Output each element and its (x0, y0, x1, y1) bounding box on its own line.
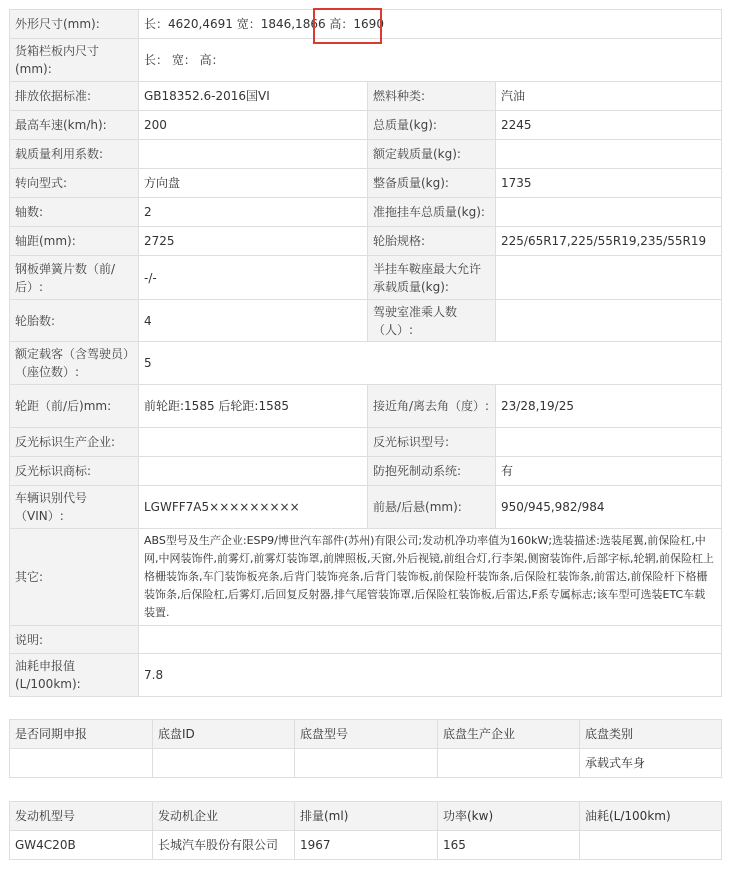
column-header: 底盘生产企业 (438, 720, 580, 749)
spec-value-dimensions: 长：4620,4691 宽：1846,1866 高：1690 (139, 10, 722, 39)
column-header: 油耗(L/100km) (580, 802, 722, 831)
spec-row-fuel (10, 654, 722, 697)
spec-row (10, 428, 722, 457)
spec-label: 总质量(kg): (368, 111, 496, 140)
spec-label: 前悬/后悬(mm): (368, 486, 496, 529)
spec-value (496, 140, 722, 169)
spec-label: 货箱栏板内尺寸(mm): (10, 39, 139, 82)
column-header: 是否同期申报 (10, 720, 153, 749)
spec-label: 防抱死制动系统: (368, 457, 496, 486)
spec-row (10, 300, 722, 342)
spec-value: 4 (139, 300, 368, 342)
spec-value (139, 428, 368, 457)
spec-label: 其它: (10, 529, 139, 626)
column-header: 发动机企业 (153, 802, 295, 831)
table-cell (10, 749, 153, 778)
chassis-table (9, 719, 722, 778)
spec-value: 前轮距:1585 后轮距:1585 (139, 385, 368, 428)
spec-row (10, 198, 722, 227)
table-cell (580, 831, 722, 860)
spec-label: 额定载质量(kg): (368, 140, 496, 169)
chassis-header-row (10, 720, 722, 749)
spec-label: 转向型式: (10, 169, 139, 198)
spec-value: LGWFF7A5××××××××× (139, 486, 368, 529)
spec-row-dimensions (10, 10, 722, 39)
spec-label: 反光标识生产企业: (10, 428, 139, 457)
spec-row (10, 227, 722, 256)
spec-label: 钢板弹簧片数（前/后）: (10, 256, 139, 300)
spec-label: 整备质量(kg): (368, 169, 496, 198)
spec-value-other: ABS型号及生产企业:ESP9/博世汽车部件(苏州)有限公司;发动机净功率值为160kW;选装描述:选装尾翼,前保险杠,中网,中网装饰件,前雾灯,前雾灯装饰罩,前牌照板,天窗,外后视镜,前组合灯,行李架,侧窗装饰件,后部字标,轮辋,前保险杠上格栅装饰条,车门装饰板亮条,后背门装饰亮条,后背门装饰板,前保险杆装饰条,后保险杠装饰条,前雷达,前保险杆下格栅装饰条,后保险杠,后雾灯,后回复反射器,排气尾管装饰罩,后保险杠装饰板,后雷达,F系专属标志;该车型可选装ETC车载装置. (139, 529, 722, 626)
spec-label: 反光标识商标: (10, 457, 139, 486)
table-cell: 1967 (295, 831, 438, 860)
spec-value (139, 457, 368, 486)
spec-value: 200 (139, 111, 368, 140)
spec-label: 油耗申报值(L/100km): (10, 654, 139, 697)
spec-label: 外形尺寸(mm): (10, 10, 139, 39)
column-header: 功率(kw) (438, 802, 580, 831)
spec-row-other (10, 529, 722, 626)
spec-value (139, 140, 368, 169)
spec-label: 轮距（前/后)mm: (10, 385, 139, 428)
engine-header-row (10, 802, 722, 831)
table-cell: 165 (438, 831, 580, 860)
spec-label: 燃料种类: (368, 82, 496, 111)
spec-row (10, 82, 722, 111)
table-cell (153, 749, 295, 778)
spec-row (10, 626, 722, 654)
spec-value: 7.8 (139, 654, 722, 697)
column-header: 发动机型号 (10, 802, 153, 831)
table-cell: GW4C20B (10, 831, 153, 860)
spec-row (10, 256, 722, 300)
spec-value: 方向盘 (139, 169, 368, 198)
spec-row-cargo-box (10, 39, 722, 82)
spec-row (10, 457, 722, 486)
column-header: 底盘类别 (580, 720, 722, 749)
spec-label: 半挂车鞍座最大允许承载质量(kg): (368, 256, 496, 300)
spec-value: 2 (139, 198, 368, 227)
spec-label: 最高车速(km/h): (10, 111, 139, 140)
column-header: 底盘ID (153, 720, 295, 749)
spec-row-vin (10, 486, 722, 529)
spec-value: 汽油 (496, 82, 722, 111)
table-cell: 长城汽车股份有限公司 (153, 831, 295, 860)
spec-value: 长： 宽： 高： (139, 39, 722, 82)
table-cell (295, 749, 438, 778)
spec-value: 23/28,19/25 (496, 385, 722, 428)
spec-row (10, 140, 722, 169)
spec-value: 有 (496, 457, 722, 486)
vehicle-spec-table (9, 9, 722, 697)
spec-label: 驾驶室准乘人数（人）: (368, 300, 496, 342)
spec-label: 载质量利用系数: (10, 140, 139, 169)
table-cell (438, 749, 580, 778)
engine-table (9, 801, 722, 860)
spec-label: 轴距(mm): (10, 227, 139, 256)
spec-value: 225/65R17,225/55R19,235/55R19 (496, 227, 722, 256)
spec-value (496, 198, 722, 227)
spec-label: 准拖挂车总质量(kg): (368, 198, 496, 227)
spec-value: 1735 (496, 169, 722, 198)
spec-value: -/- (139, 256, 368, 300)
spec-label: 车辆识别代号（VIN）: (10, 486, 139, 529)
spec-label: 轮胎数: (10, 300, 139, 342)
spec-value (496, 256, 722, 300)
spec-label: 轮胎规格: (368, 227, 496, 256)
spec-value: 2245 (496, 111, 722, 140)
column-header: 排量(ml) (295, 802, 438, 831)
spec-label: 说明: (10, 626, 139, 654)
spec-row (10, 385, 722, 428)
table-cell: 承载式车身 (580, 749, 722, 778)
spec-value (496, 300, 722, 342)
spec-value (496, 428, 722, 457)
engine-value-row (10, 831, 722, 860)
spec-label: 反光标识型号: (368, 428, 496, 457)
chassis-value-row (10, 749, 722, 778)
spec-label: 额定载客（含驾驶员）（座位数）: (10, 342, 139, 385)
spec-row (10, 169, 722, 198)
spec-value: 950/945,982/984 (496, 486, 722, 529)
spec-value (139, 626, 722, 654)
column-header: 底盘型号 (295, 720, 438, 749)
spec-row-passengers (10, 342, 722, 385)
spec-value: GB18352.6-2016国VI (139, 82, 368, 111)
spec-label: 接近角/离去角（度）: (368, 385, 496, 428)
spec-label: 排放依据标准: (10, 82, 139, 111)
spec-row (10, 111, 722, 140)
spec-label: 轴数: (10, 198, 139, 227)
spec-value: 2725 (139, 227, 368, 256)
spec-value: 5 (139, 342, 722, 385)
